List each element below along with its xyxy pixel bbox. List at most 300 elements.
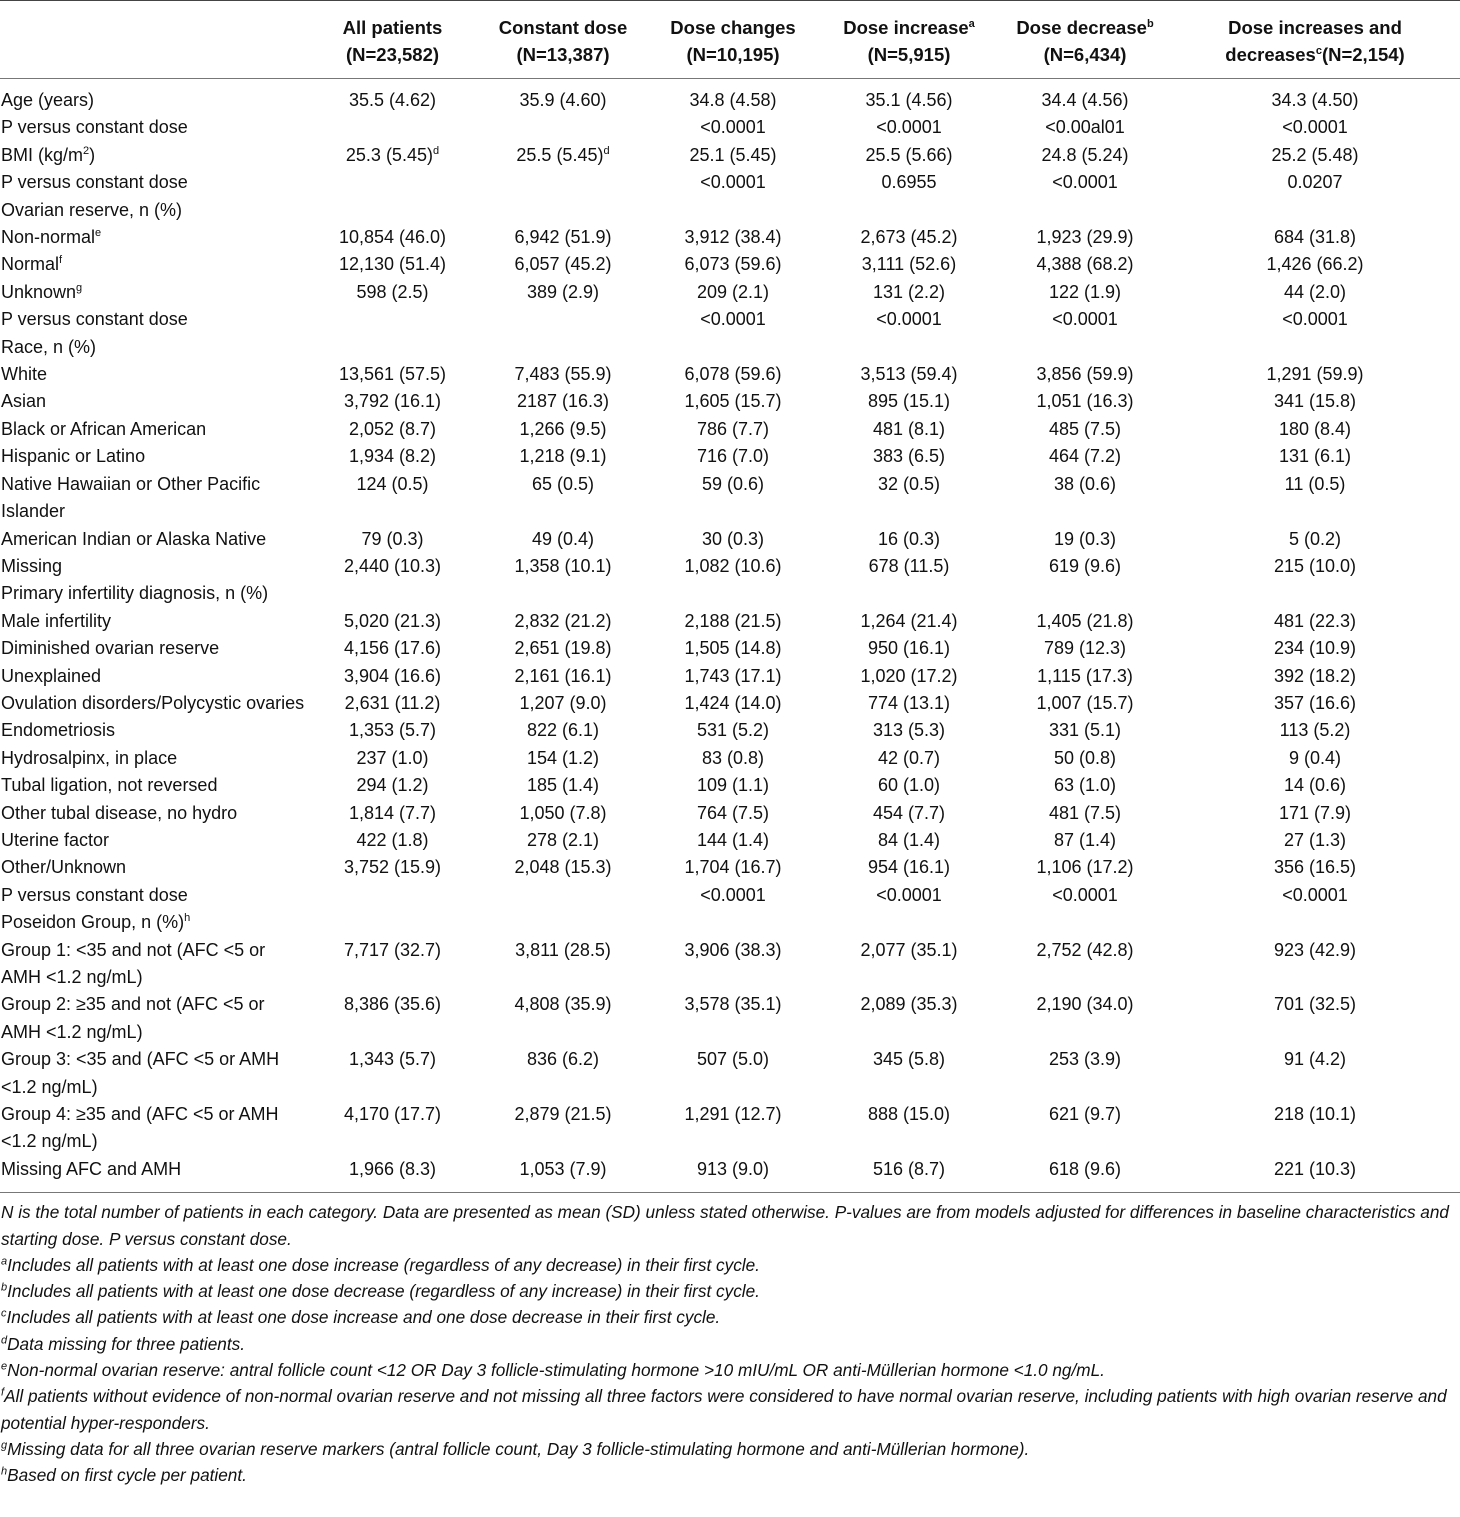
table-cell (478, 279, 648, 306)
footnote-marker: c (1, 1307, 7, 1320)
footnote-marker: d (1, 1334, 8, 1346)
cell-value: 1,291 (59.9) (1266, 364, 1364, 385)
cell-value: 34.4 (4.56) (1041, 90, 1129, 110)
table-cell (478, 580, 648, 607)
cell-value: <0.0001 (1282, 117, 1348, 138)
row-label-text: Hispanic or Latino (1, 446, 146, 467)
cell-value: 1,605 (15.7) (684, 391, 782, 412)
cell-value: 35.9 (4.60) (519, 90, 607, 110)
cell-value: 25.1 (5.45) (689, 144, 777, 165)
cell-value: 2,752 (42.8) (1036, 939, 1134, 960)
row-label-text: Diminished ovarian reserve (1, 638, 220, 659)
cell-value: 131 (2.2) (872, 281, 946, 302)
table-cell (1170, 717, 1460, 744)
column-header-text: Constant dose (498, 17, 628, 38)
column-header (1000, 1, 1170, 79)
table-cell (478, 690, 648, 717)
table-cell (818, 937, 1000, 992)
row-label (0, 197, 307, 224)
table-cell (307, 443, 478, 470)
cell-value: 2,188 (21.5) (684, 610, 782, 631)
row-label (0, 361, 307, 388)
cell-value: 6,078 (59.6) (684, 364, 782, 385)
cell-value: 171 (7.9) (1278, 802, 1352, 823)
table-cell (1000, 79, 1170, 115)
cell-value: 383 (6.5) (872, 446, 946, 467)
table-cell (1170, 334, 1460, 361)
cell-value: 10,854 (46.0) (338, 227, 447, 248)
table-cell (648, 827, 818, 854)
table-row (0, 443, 1460, 470)
cell-value: 389 (2.9) (526, 281, 600, 302)
footnote-marker: g (1, 1439, 8, 1452)
footnote-marker: h (1, 1465, 8, 1478)
row-label-text: Group 1: <35 and not (AFC <5 or AMH <1.2 ng/mL) (1, 939, 266, 987)
table-cell (1170, 882, 1460, 909)
row-label-text: Missing (1, 555, 63, 576)
table-cell (478, 882, 648, 909)
table-cell (478, 443, 648, 470)
table-cell (307, 471, 478, 526)
table-cell (307, 251, 478, 278)
cell-value: <0.0001 (1282, 309, 1348, 330)
cell-value: 313 (5.3) (872, 720, 946, 741)
table-cell (648, 79, 818, 115)
table-cell (1170, 306, 1460, 333)
table-row (0, 991, 1460, 1046)
table-cell (1000, 443, 1170, 470)
footnote-marker: d (603, 144, 610, 157)
footnote (1, 1462, 1460, 1488)
cell-value: 87 (1.4) (1053, 829, 1117, 850)
row-label-text: Other/Unknown (1, 857, 127, 878)
table-cell (1170, 827, 1460, 854)
table-cell (648, 608, 818, 635)
table-row (0, 279, 1460, 306)
table-cell (1170, 800, 1460, 827)
cell-value: 485 (7.5) (1048, 418, 1122, 439)
cell-value: 9 (0.4) (1288, 747, 1342, 768)
table-row (0, 142, 1460, 169)
table-cell (1170, 580, 1460, 607)
cell-value: 30 (0.3) (701, 528, 765, 549)
table-cell (478, 526, 648, 553)
cell-value: 888 (15.0) (867, 1104, 951, 1125)
cell-value: 65 (0.5) (531, 473, 595, 494)
table-cell (478, 142, 648, 169)
column-header-line2: (N=23,582) (345, 44, 440, 65)
row-label (0, 553, 307, 580)
table-cell (1000, 717, 1170, 744)
cell-value: 1,966 (8.3) (348, 1158, 437, 1179)
row-label-text: Non-normal (1, 227, 96, 248)
cell-value: 2,651 (19.8) (514, 638, 612, 659)
cell-value: 24.8 (5.24) (1041, 144, 1129, 165)
row-label-text: Endometriosis (1, 720, 116, 741)
table-cell (818, 334, 1000, 361)
table-cell (818, 1156, 1000, 1193)
row-label-text: Asian (1, 391, 47, 412)
table-cell (307, 827, 478, 854)
cell-value: 684 (31.8) (1273, 227, 1357, 248)
cell-value: 1,007 (15.7) (1036, 692, 1134, 713)
cell-value: 3,792 (16.1) (343, 391, 442, 412)
row-label-text: Ovarian reserve, n (%) (1, 199, 183, 220)
table-cell (478, 79, 648, 115)
table-cell (648, 471, 818, 526)
table-cell (1000, 772, 1170, 799)
cell-value: 1,264 (21.4) (860, 610, 958, 631)
cell-value: 1,106 (17.2) (1036, 857, 1134, 878)
table-cell (478, 1101, 648, 1156)
table-cell (818, 279, 1000, 306)
table-cell (478, 471, 648, 526)
cell-value: 209 (2.1) (696, 281, 770, 302)
cell-value: 1,424 (14.0) (684, 692, 782, 713)
cell-value: 1,291 (12.7) (684, 1104, 782, 1125)
row-label-text: P versus constant dose (1, 117, 188, 138)
cell-value: 422 (1.8) (356, 829, 429, 850)
footnote (1, 1357, 1460, 1383)
table-cell (307, 416, 478, 443)
cell-value: 0.6955 (881, 172, 937, 193)
table-footnotes (0, 1193, 1460, 1488)
column-header (478, 1, 648, 79)
cell-value: 83 (0.8) (701, 747, 765, 768)
footnote-text: Missing data for all three ovarian reserve markers (antral follicle count, Day 3 follicle-stimulating hormone and anti-Müllerian hormone). (7, 1438, 1030, 1459)
table-row (0, 772, 1460, 799)
cell-value: 764 (7.5) (696, 802, 770, 823)
table-cell (478, 361, 648, 388)
footnote-marker: h (184, 912, 191, 925)
table-cell (818, 690, 1000, 717)
table-cell (648, 882, 818, 909)
table-row (0, 827, 1460, 854)
cell-value: 185 (1.4) (526, 775, 600, 796)
table-cell (818, 827, 1000, 854)
cell-value: 3,752 (15.9) (343, 857, 442, 878)
table-cell (307, 717, 478, 744)
cell-value: 49 (0.4) (531, 528, 595, 549)
cell-value: 2187 (16.3) (516, 391, 610, 412)
cell-value: 2,052 (8.7) (348, 418, 437, 439)
footnote-marker: g (76, 281, 83, 294)
cell-value: 12,130 (51.4) (338, 254, 447, 275)
cell-value: 341 (15.8) (1273, 391, 1357, 412)
row-label-text: Unknown (1, 281, 77, 302)
table-cell (818, 306, 1000, 333)
table-cell (307, 114, 478, 141)
table-cell (478, 1046, 648, 1101)
cell-value: 50 (0.8) (1053, 747, 1117, 768)
cell-value: 1,082 (10.6) (684, 555, 782, 576)
table-row (0, 114, 1460, 141)
row-label (0, 526, 307, 553)
row-label (0, 937, 307, 992)
table-cell (478, 1156, 648, 1193)
row-label-text: P versus constant dose (1, 172, 188, 193)
cell-value: 618 (9.6) (1048, 1158, 1122, 1179)
row-label (0, 142, 307, 169)
table-cell (478, 635, 648, 662)
row-label (0, 1101, 307, 1156)
cell-value: 356 (16.5) (1273, 857, 1357, 878)
table-cell (1170, 635, 1460, 662)
cell-value: 786 (7.7) (696, 418, 770, 439)
table-cell (307, 772, 478, 799)
table-cell (1170, 526, 1460, 553)
table-cell (478, 827, 648, 854)
cell-value: 1,934 (8.2) (348, 446, 437, 467)
row-label (0, 388, 307, 415)
cell-value: 3,513 (59.4) (860, 364, 958, 385)
table-cell (648, 745, 818, 772)
table-cell (1000, 882, 1170, 909)
table-cell (648, 663, 818, 690)
table-cell (818, 1101, 1000, 1156)
cell-value: <0.0001 (1052, 172, 1118, 193)
column-header-text: All patients (342, 17, 443, 38)
row-label-text: Group 3: <35 and (AFC <5 or AMH <1.2 ng/mL) (1, 1049, 280, 1097)
cell-value: 481 (8.1) (872, 418, 946, 439)
row-label (0, 800, 307, 827)
table-cell (478, 334, 648, 361)
column-header-line1 (648, 14, 818, 41)
column-header-line1 (478, 14, 648, 41)
table-cell (307, 169, 478, 196)
cell-value: 19 (0.3) (1053, 528, 1117, 549)
cell-value: 14 (0.6) (1283, 775, 1347, 796)
table-cell (478, 937, 648, 992)
row-label-text: Uterine factor (1, 829, 110, 850)
footnote (1, 1278, 1460, 1304)
cell-value: 131 (6.1) (1278, 446, 1352, 467)
table-cell (1170, 169, 1460, 196)
table-cell (307, 690, 478, 717)
row-label-text: Tubal ligation, not reversed (1, 775, 218, 796)
cell-value: 91 (4.2) (1283, 1049, 1347, 1070)
table-cell (1000, 142, 1170, 169)
table-row (0, 334, 1460, 361)
column-header (1170, 1, 1460, 79)
table-cell (818, 224, 1000, 251)
table-cell (1000, 224, 1170, 251)
cell-value: 11 (0.5) (1284, 473, 1346, 494)
table-cell (307, 745, 478, 772)
table-row (0, 251, 1460, 278)
table-cell (648, 937, 818, 992)
cell-value: 59 (0.6) (701, 473, 765, 494)
cell-value: 60 (1.0) (877, 775, 941, 796)
footnote-marker: e (95, 227, 102, 240)
footnote-marker: f (59, 254, 63, 267)
table-cell (307, 937, 478, 992)
table-row (0, 854, 1460, 881)
table-cell (818, 608, 1000, 635)
table-row (0, 1046, 1460, 1101)
table-cell (1170, 690, 1460, 717)
row-label (0, 580, 307, 607)
table-cell (648, 717, 818, 744)
cell-value: 678 (11.5) (868, 555, 950, 576)
table-cell (307, 909, 478, 936)
footnote (1, 1436, 1460, 1462)
cell-value: <0.0001 (1052, 884, 1118, 905)
cell-value: 923 (42.9) (1273, 939, 1357, 960)
cell-value: 1,743 (17.1) (684, 665, 782, 686)
cell-value: 331 (5.1) (1048, 720, 1122, 741)
column-header-line2 (1170, 41, 1460, 68)
table-row (0, 663, 1460, 690)
table-cell (307, 361, 478, 388)
cell-value: 144 (1.4) (696, 829, 770, 850)
table-cell (818, 580, 1000, 607)
footnote (1, 1252, 1460, 1278)
table-row (0, 690, 1460, 717)
table-cell (818, 169, 1000, 196)
row-label (0, 1046, 307, 1101)
table-cell (1170, 991, 1460, 1046)
cell-value: 357 (16.6) (1273, 692, 1357, 713)
row-label (0, 745, 307, 772)
column-header-line1 (307, 14, 478, 41)
table-cell (648, 690, 818, 717)
footnote-text: Includes all patients with at least one dose increase and one dose decrease in their first cycle. (6, 1307, 721, 1328)
cell-value: 3,578 (35.1) (684, 994, 782, 1015)
cell-value: <0.0001 (1282, 884, 1348, 905)
table-cell (818, 909, 1000, 936)
table-cell (307, 580, 478, 607)
table-cell (1170, 1101, 1460, 1156)
row-label (0, 169, 307, 196)
column-header-line2: (N=10,195) (686, 44, 780, 65)
cell-value: 1,115 (17.3) (1037, 665, 1133, 686)
table-cell (478, 772, 648, 799)
table-row (0, 169, 1460, 196)
cell-value: 278 (2.1) (526, 829, 600, 850)
row-label (0, 772, 307, 799)
table-row (0, 388, 1460, 415)
cell-value: 345 (5.8) (872, 1049, 946, 1070)
cell-value: 32 (0.5) (877, 473, 941, 494)
table-cell (648, 553, 818, 580)
table-cell (1000, 279, 1170, 306)
table-cell (1000, 114, 1170, 141)
table-cell (478, 388, 648, 415)
table-cell (818, 800, 1000, 827)
cell-value: 2,077 (35.1) (860, 939, 958, 960)
table-cell (1000, 663, 1170, 690)
table-row (0, 1156, 1460, 1193)
cell-value: 6,942 (51.9) (514, 227, 612, 248)
cell-value: 895 (15.1) (867, 391, 951, 412)
table-cell (1000, 635, 1170, 662)
column-header (648, 1, 818, 79)
table-cell (307, 991, 478, 1046)
footnote-marker: a (968, 17, 975, 30)
table-cell (307, 526, 478, 553)
cell-value: 13,561 (57.5) (338, 364, 447, 385)
column-header-line2: (N=6,434) (1043, 44, 1127, 65)
table-cell (648, 169, 818, 196)
cell-value: 516 (8.7) (872, 1158, 946, 1179)
table-cell (1170, 251, 1460, 278)
table-cell (648, 224, 818, 251)
table-row (0, 361, 1460, 388)
column-header-line2: (N=5,915) (867, 44, 951, 65)
table-cell (307, 388, 478, 415)
cell-value: 454 (7.7) (872, 802, 946, 823)
row-label (0, 635, 307, 662)
row-label-text: White (1, 364, 48, 385)
table-cell (1170, 388, 1460, 415)
column-header-text: Dose increase (843, 17, 969, 38)
table-cell (1170, 1046, 1460, 1101)
table-cell (818, 443, 1000, 470)
table-cell (307, 142, 478, 169)
cell-value: 5,020 (21.3) (343, 610, 442, 631)
table-cell (648, 142, 818, 169)
table-cell (648, 416, 818, 443)
cell-value: 25.5 (5.66) (865, 144, 953, 165)
cell-value: 2,673 (45.2) (860, 227, 958, 248)
cell-value: 481 (22.3) (1273, 610, 1357, 631)
table-cell (307, 663, 478, 690)
footnote-text: Data missing for three patients. (7, 1333, 245, 1354)
cell-value: 1,704 (16.7) (684, 857, 782, 878)
table-cell (478, 909, 648, 936)
cell-value: 621 (9.7) (1048, 1104, 1122, 1125)
table-header (0, 1, 1460, 79)
row-label (0, 334, 307, 361)
table-cell (478, 745, 648, 772)
cell-value: 35.5 (4.62) (348, 90, 437, 110)
cell-value: 701 (32.5) (1273, 994, 1357, 1015)
cell-value: 4,808 (35.9) (514, 994, 612, 1015)
cell-value: 25.5 (5.45) (516, 144, 604, 165)
row-label (0, 114, 307, 141)
table-row (0, 224, 1460, 251)
table-cell (478, 224, 648, 251)
table-cell (818, 251, 1000, 278)
cell-value: 63 (1.0) (1053, 775, 1117, 796)
cell-value: 789 (12.3) (1043, 638, 1127, 659)
table-cell (818, 388, 1000, 415)
table-cell (818, 416, 1000, 443)
row-label (0, 882, 307, 909)
row-label (0, 991, 307, 1046)
footnote (1, 1304, 1460, 1330)
footnote-text: All patients without evidence of non-normal ovarian reserve and not missing all three factors were considered to have normal ovarian reserve, including patients with high ovarian reserve and potential hyper-responders. (1, 1386, 1447, 1433)
cell-value: 44 (2.0) (1283, 281, 1347, 302)
table-cell (478, 717, 648, 744)
table-cell (1170, 279, 1460, 306)
cell-value: 2,161 (16.1) (514, 665, 612, 686)
table-cell (1000, 745, 1170, 772)
table-cell (648, 361, 818, 388)
cell-value: 2,190 (34.0) (1036, 994, 1134, 1015)
table-cell (1000, 854, 1170, 881)
cell-value: 3,856 (59.9) (1036, 364, 1134, 385)
table-cell (1170, 443, 1460, 470)
table-cell (307, 1046, 478, 1101)
cell-value: <0.00al01 (1045, 117, 1125, 138)
table-row (0, 882, 1460, 909)
table-row (0, 197, 1460, 224)
table-cell (648, 1046, 818, 1101)
table-cell (1170, 553, 1460, 580)
row-label (0, 854, 307, 881)
